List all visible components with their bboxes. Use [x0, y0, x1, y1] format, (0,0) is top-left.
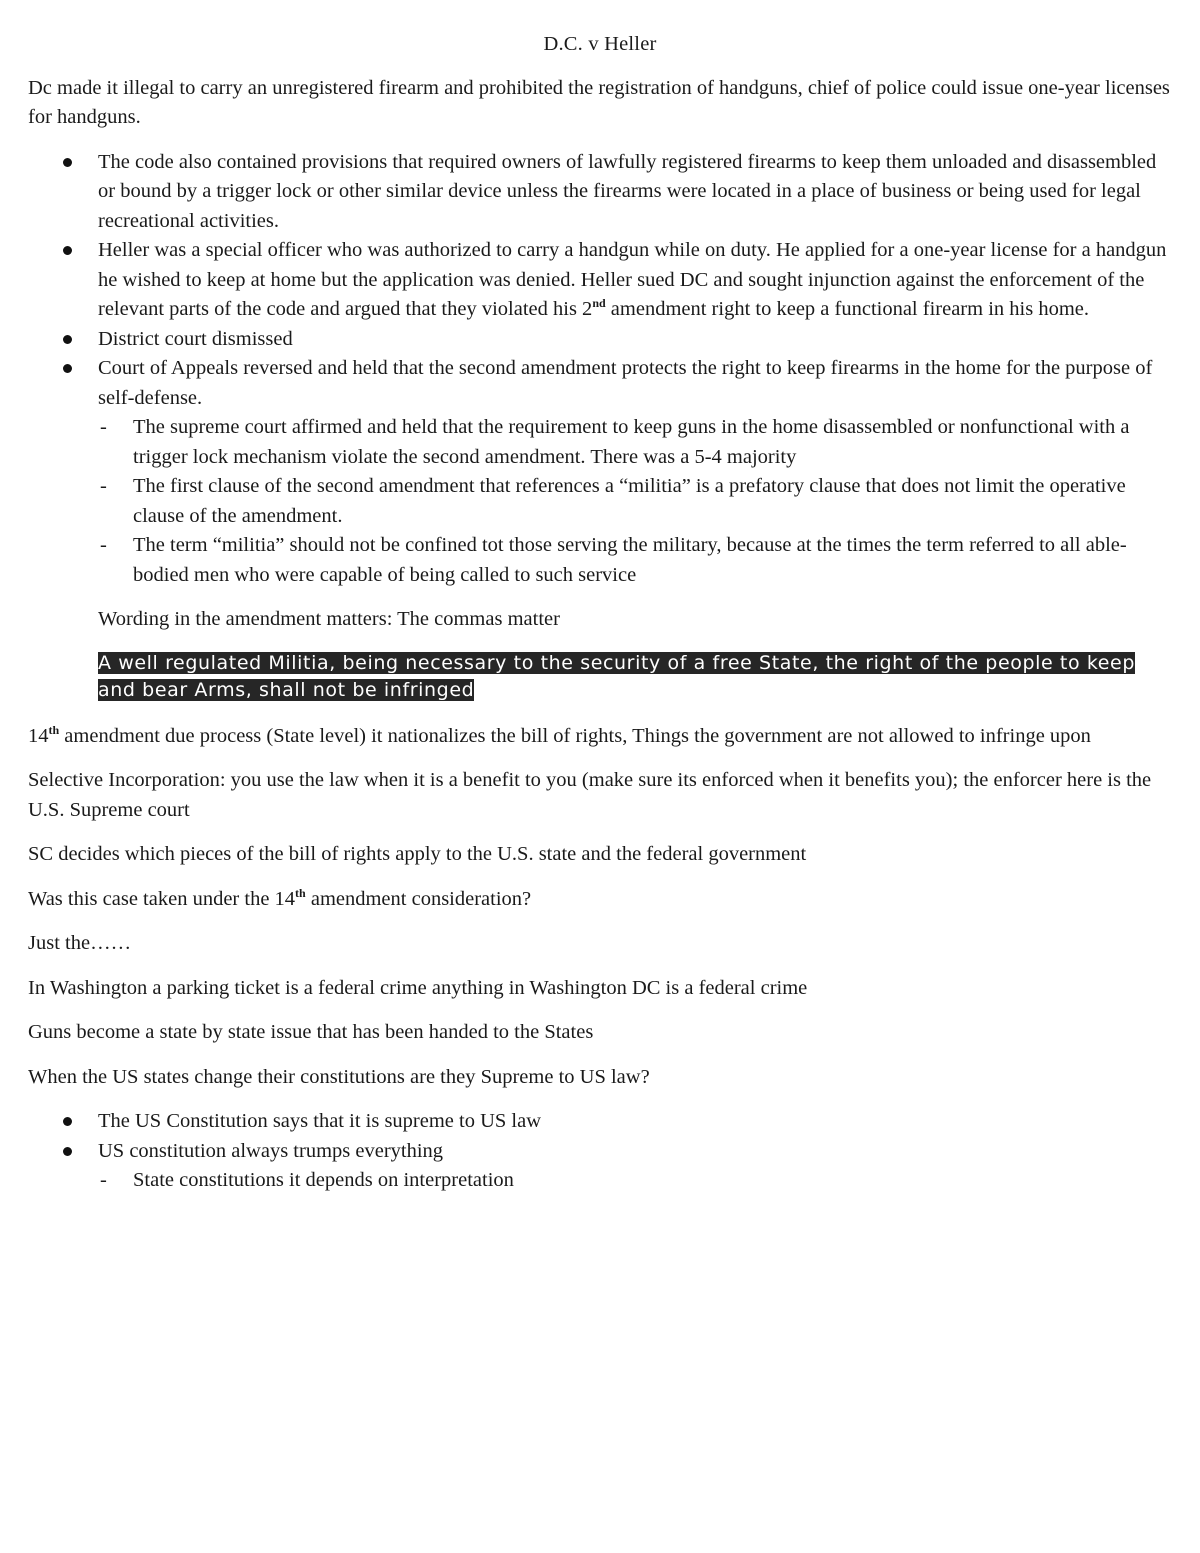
sub-list-item: [28, 531, 1172, 590]
sub-list-item: [28, 1166, 1172, 1196]
list-item: [28, 1107, 1172, 1137]
wording-note: Wording in the amendment matters: The commas matter: [98, 608, 560, 630]
list-item-text: District court dismissed: [98, 327, 293, 350]
list-item-text: Court of Appeals reversed and held that the second amendment protects the right to keep firearms in the home for the purpose of self-defense.: [98, 357, 1153, 409]
bullet-icon: [63, 158, 72, 167]
list-item: [28, 325, 1172, 355]
sub-list-item: [28, 413, 1172, 472]
second-amendment-quote: [98, 650, 1172, 704]
sub-list-container: [28, 1166, 1172, 1196]
sub-list-item-text: The term “militia” should not be confined tot those serving the military, because at the times the term referred to all able-bodied men who were capable of being called to such service: [133, 534, 1127, 586]
fourteenth-amendment-paragraph: [28, 722, 1172, 752]
paragraph-text: amendment due process (State level) it nationalizes the bill of rights, Things the government are not allowed to infringe upon: [59, 724, 1091, 747]
list-item-text: The US Constitution says that it is supreme to US law: [98, 1110, 542, 1132]
superscript: th: [48, 722, 60, 737]
intro-paragraph: Dc made it illegal to carry an unregistered firearm and prohibited the registration of handguns, chief of police could issue one-year licenses for handguns.: [28, 76, 1170, 128]
sub-list-item-text: The first clause of the second amendment that references a “militia” is a prefatory clause that does not limit the operative clause of the amendment.: [133, 475, 1126, 527]
case-facts-list: [28, 148, 1172, 591]
sub-list-container: [28, 413, 1172, 590]
list-item: [28, 148, 1172, 237]
superscript: th: [295, 885, 306, 900]
list-item: [28, 354, 1172, 413]
sub-list-item-text: State constitutions it depends on interpretation: [133, 1169, 514, 1191]
list-item-text: Heller was a special officer who was authorized to carry a handgun while on duty. He applied for a one-year license for a handgun he wished to keep at home but the application was denied. Heller sued DC and sought injunction against the enforcement of the relevant parts of the code and argued that they violated his 2: [98, 239, 1167, 320]
dash-marker: -: [100, 534, 107, 556]
highlighted-quote-text: A well regulated Militia, being necessary to the security of a free State, the right of the people to keep and bear Arms, shall not be infringed: [98, 651, 1136, 701]
guns-state-paragraph: Guns become a state by state issue that has been handed to the States: [28, 1021, 594, 1043]
dash-marker: -: [100, 475, 107, 497]
sub-list-item: [28, 472, 1172, 531]
bullet-icon: [63, 364, 72, 373]
list-item: [28, 236, 1172, 325]
document-title: D.C. v Heller: [543, 33, 657, 55]
bullet-icon: [63, 1147, 72, 1156]
sc-decides-paragraph: SC decides which pieces of the bill of rights apply to the U.S. state and the federal government: [28, 843, 807, 865]
just-the-paragraph: Just the……: [28, 932, 132, 954]
list-item-text: US constitution always trumps everything: [98, 1139, 444, 1162]
constitution-list: [28, 1107, 1172, 1196]
bullet-icon: [63, 246, 72, 255]
superscript: nd: [592, 296, 606, 310]
state-constitution-sub-list: [28, 1166, 1172, 1196]
list-item: [28, 1137, 1172, 1167]
selective-incorporation-paragraph: Selective Incorporation: you use the law when it is a benefit to you (make sure its enforced when it benefits you); the enforcer here is the U.S. Supreme court: [28, 769, 1152, 821]
paragraph-text: Was this case taken under the 14: [28, 887, 296, 910]
sub-list-item-text: The supreme court affirmed and held that the requirement to keep guns in the home disassembled or nonfunctional with a trigger lock mechanism violate the second amendment. There was a 5-4 majority: [133, 416, 1130, 468]
paragraph-text-continued: amendment consideration?: [305, 887, 532, 910]
dash-marker: -: [100, 1169, 107, 1191]
dash-marker: -: [100, 416, 107, 438]
list-item-text: The code also contained provisions that required owners of lawfully registered firearms to keep them unloaded and disassembled or bound by a trigger lock or other similar device unless the firearms were located in a place of business or being used for legal recreational activities.: [98, 150, 1157, 232]
bullet-icon: [63, 335, 72, 344]
fourteenth-question-paragraph: [28, 885, 1172, 915]
washington-paragraph: In Washington a parking ticket is a federal crime anything in Washington DC is a federal crime: [28, 976, 808, 999]
list-item-text-continued: amendment right to keep a functional firearm in his home.: [605, 298, 1089, 320]
states-question-paragraph: When the US states change their constitutions are they Supreme to US law?: [28, 1065, 650, 1088]
amendment-number: 14: [28, 724, 49, 747]
bullet-icon: [63, 1117, 72, 1126]
holding-sub-list: [28, 413, 1172, 590]
